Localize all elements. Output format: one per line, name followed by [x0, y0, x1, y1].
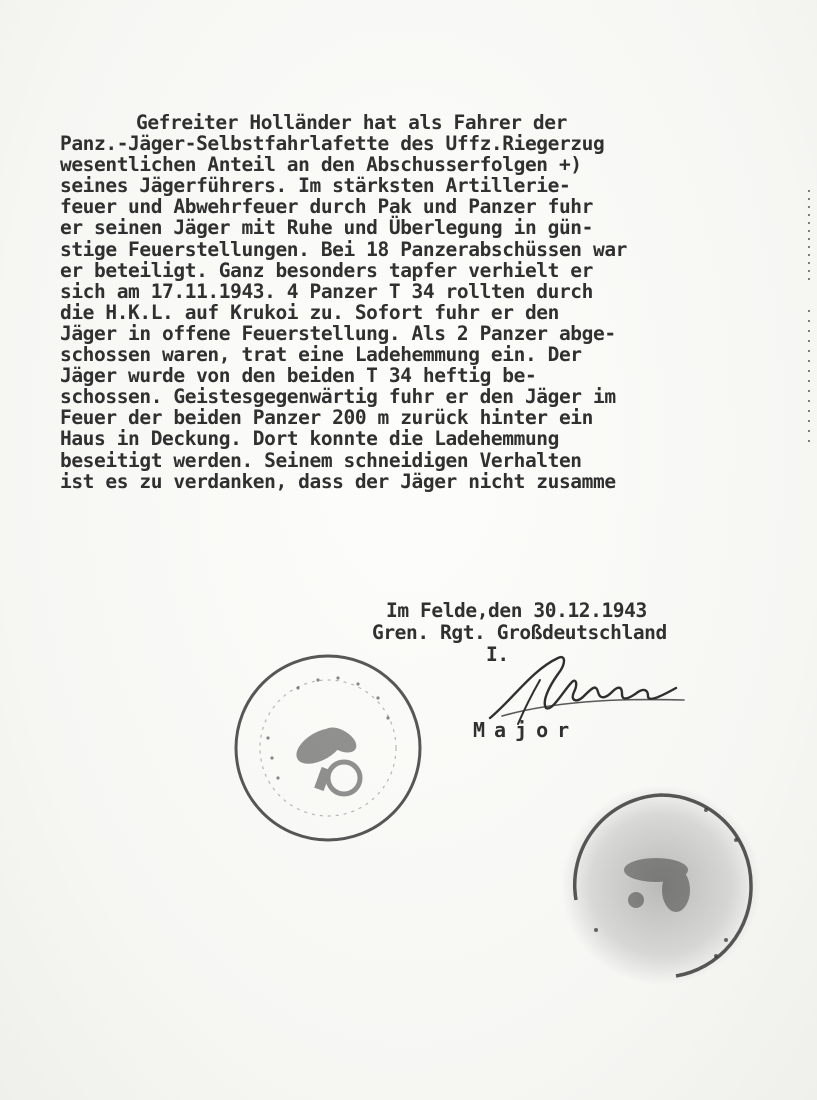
- handwritten-signature: [462, 640, 702, 730]
- letter-line: die H.K.L. auf Krukoi zu. Sofort fuhr er den: [60, 300, 559, 324]
- round-seal-stamp: [556, 780, 766, 990]
- signatory-rank: Major: [473, 718, 579, 742]
- unit-name: Gren. Rgt. Großdeutschland: [372, 621, 667, 644]
- letter-body: [60, 112, 800, 492]
- place-date: Im Felde,den 30.12.1943: [386, 599, 647, 622]
- letter-line: seines Jägerführers. Im stärksten Artillerie-: [60, 174, 571, 198]
- letter-line: ist es zu verdanken, dass der Jäger nicht zusamme: [60, 469, 616, 493]
- letter-line: Feuer der beiden Panzer 200 m zurück hinter ein: [60, 406, 593, 430]
- letter-line: Gefreiter Holländer hat als Fahrer der: [136, 111, 567, 134]
- margin-ink-mark: [806, 190, 812, 450]
- letter-line: wesentlichen Anteil an den Abschusserfolgen +): [60, 153, 582, 177]
- letter-line: schossen waren, trat eine Ladehemmung ein. Der: [60, 343, 582, 367]
- letter-line: Jäger in offene Feuerstellung. Als 2 Panzer abge-: [60, 321, 616, 345]
- letter-line: feuer und Abwehrfeuer durch Pak und Panzer fuhr: [60, 195, 593, 219]
- letter-line: Haus in Deckung. Dort konnte die Ladehemmung: [60, 427, 559, 451]
- round-seal-stamp: [228, 648, 428, 848]
- letter-line: Panz.-Jäger-Selbstfahrlafette des Uffz.Riegerzug: [60, 132, 605, 156]
- letter-line: er beteiligt. Ganz besonders tapfer verhielt er: [60, 258, 593, 282]
- letter-line: Jäger wurde von den beiden T 34 heftig be-: [60, 364, 537, 388]
- battalion-label: I.: [486, 643, 521, 666]
- letter-line: stige Feuerstellungen. Bei 18 Panzerabschüssen war: [60, 237, 627, 261]
- letter-line: schossen. Geistesgegenwärtig fuhr er den Jäger im: [60, 385, 616, 409]
- letter-line: er seinen Jäger mit Ruhe und Überlegung in gün-: [60, 216, 593, 240]
- letter-line: sich am 17.11.1943. 4 Panzer T 34 rollten durch: [60, 279, 593, 303]
- letter-line: beseitigt werden. Seinem schneidigen Verhalten: [60, 448, 582, 472]
